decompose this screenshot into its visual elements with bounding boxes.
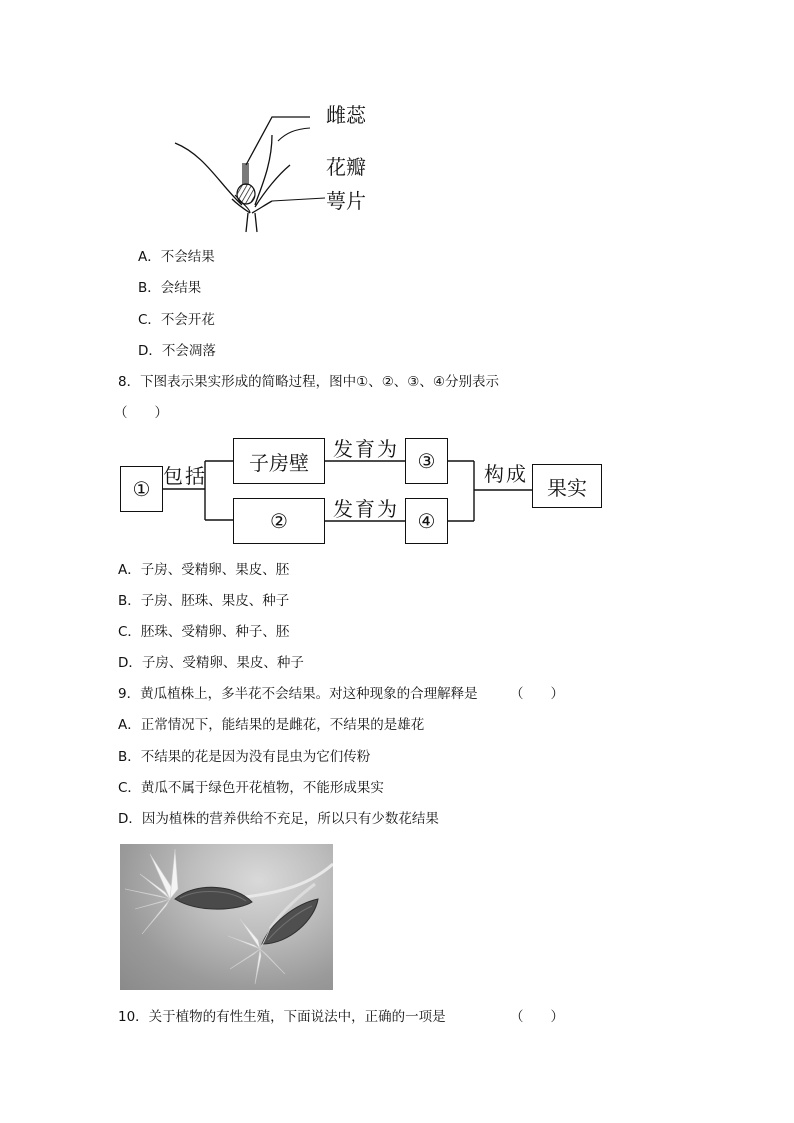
flow-box-3: ③ [405, 438, 448, 484]
q9-option-b: B．不结果的花是因为没有昆虫为它们传粉 [118, 749, 371, 765]
label-petal: 花瓣 [326, 155, 366, 179]
q8-option-b: B．子房、胚珠、果皮、种子 [118, 593, 290, 609]
flow-box-ovary-wall: 子房壁 [233, 438, 325, 484]
cucumber-flower-illustration [120, 844, 333, 990]
q9-option-a: A．正常情况下，能结果的是雌花，不结果的是雄花 [118, 717, 425, 733]
q9-option-d: D．因为植株的营养供给不充足，所以只有少数花结果 [118, 811, 439, 827]
cucumber-flower-photo [120, 844, 333, 990]
q8-option-c: C．胚珠、受精卵、种子、胚 [118, 624, 290, 640]
flow-label-include: 包括 [163, 464, 207, 488]
q8-option-a: A．子房、受精卵、果皮、胚 [118, 562, 290, 578]
label-pistil: 雌蕊 [326, 103, 366, 127]
flow-box-4: ④ [405, 498, 448, 544]
q8-answer-bracket: （ ） [114, 405, 168, 421]
q10-stem: 10．关于植物的有性生殖，下面说法中，正确的一项是 [118, 1009, 446, 1025]
q7-option-d: D．不会凋落 [138, 343, 216, 359]
q8-stem: 8．下图表示果实形成的简略过程，图中①、②、③、④分别表示 [118, 374, 499, 390]
flow-box-2: ② [233, 498, 325, 544]
flow-label-develop-bottom: 发育为 [333, 497, 399, 521]
q7-option-a: A．不会结果 [138, 249, 215, 265]
label-sepal: 萼片 [326, 189, 366, 213]
flow-box-fruit: 果实 [532, 464, 602, 508]
flow-box-1: ① [120, 466, 163, 512]
q7-option-b: B．会结果 [138, 280, 202, 296]
q9-stem: 9．黄瓜植株上，多半花不会结果。对这种现象的合理解释是 [118, 686, 478, 702]
flow-label-form: 构成 [484, 462, 528, 486]
q10-answer-bracket: （ ） [510, 1009, 564, 1025]
q8-option-d: D．子房、受精卵、果皮、种子 [118, 655, 304, 671]
q9-answer-bracket: （ ） [510, 686, 564, 702]
q7-option-c: C．不会开花 [138, 312, 215, 328]
q9-option-c: C．黄瓜不属于绿色开花植物，不能形成果实 [118, 780, 384, 796]
flow-label-develop-top: 发育为 [333, 437, 399, 461]
